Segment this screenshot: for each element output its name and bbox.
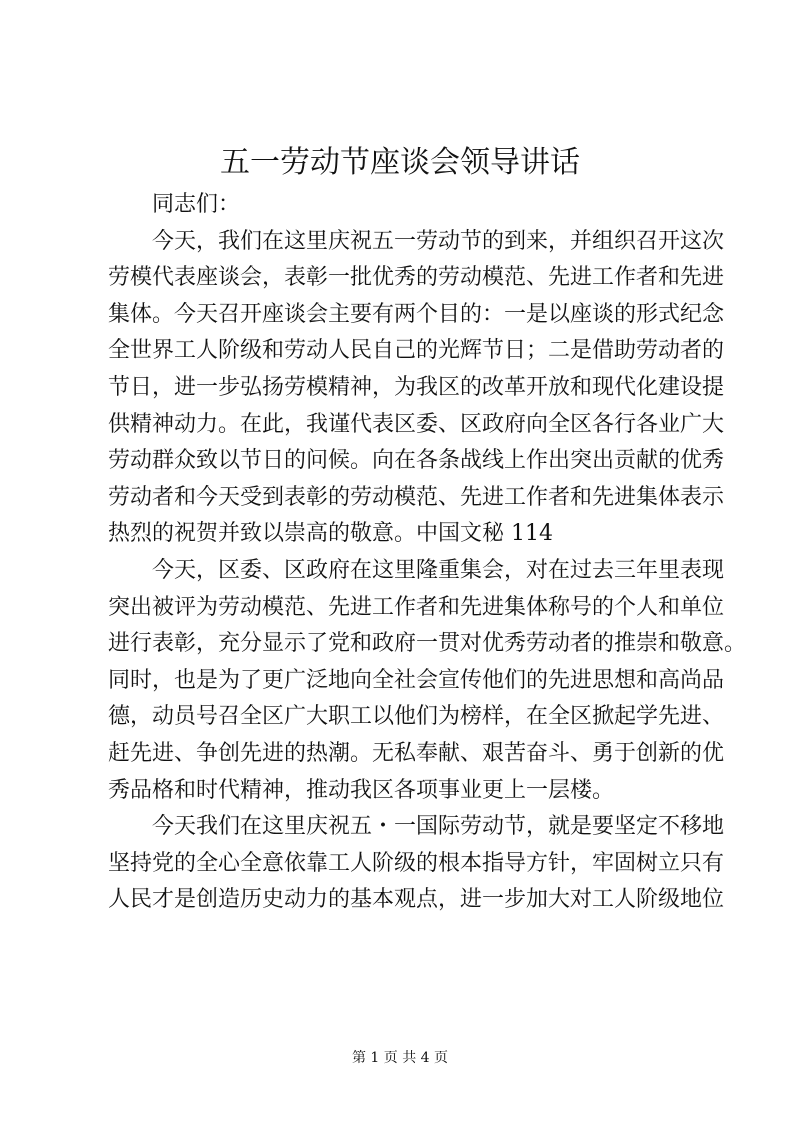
text-line: 今天，区委、区政府在这里隆重集会，对在过去三年里表现 (152, 557, 725, 583)
text-line: 劳模代表座谈会，表彰一批优秀的劳动模范、先进工作者和先进 (108, 265, 725, 291)
text-line: 集体。今天召开座谈会主要有两个目的：一是以座谈的形式纪念 (108, 301, 725, 327)
text-line: 今天我们在这里庆祝五・一国际劳动节，就是要坚定不移地 (152, 814, 725, 840)
text-line: 节日，进一步弘扬劳模精神，为我区的改革开放和现代化建设提 (108, 374, 725, 400)
text-line: 同时，也是为了更广泛地向全社会宣传他们的先进思想和高尚品 (108, 667, 725, 693)
text-line: 劳动群众致以节日的问候。向在各条战线上作出突出贡献的优秀 (108, 448, 725, 474)
text-line: 德，动员号召全区广大职工以他们为榜样，在全区掀起学先进、 (108, 704, 725, 730)
text-line: 全世界工人阶级和劳动人民自己的光辉节日；二是借助劳动者的 (108, 338, 725, 364)
text-line: 坚持党的全心全意依靠工人阶级的根本指导方针，牢固树立只有 (108, 850, 725, 876)
page-footer: 第 1 页 共 4 页 (351, 1050, 449, 1066)
document-body (108, 187, 747, 919)
text-line: 人民才是创造历史动力的基本观点，进一步加大对工人阶级地位 (108, 887, 725, 913)
text-line: 劳动者和今天受到表彰的劳动模范、先进工作者和先进集体表示 (108, 484, 725, 510)
text-line: 热烈的祝贺并致以崇高的敬意。中国文秘 114 (108, 521, 553, 547)
text-line: 秀品格和时代精神，推动我区各项事业更上一层楼。 (108, 777, 615, 803)
text-line: 赶先进、争创先进的热潮。无私奉献、艰苦奋斗、勇于创新的优 (108, 740, 725, 766)
document-title: 五一劳动节座谈会领导讲话 (220, 145, 580, 180)
text-line: 进行表彰，充分显示了党和政府一贯对优秀劳动者的推崇和敬意。 (108, 631, 747, 657)
text-line: 突出被评为劳动模范、先进工作者和先进集体称号的个人和单位 (108, 594, 725, 620)
text-line: 今天，我们在这里庆祝五一劳动节的到来，并组织召开这次 (152, 228, 725, 254)
salutation-line: 同志们： (152, 192, 241, 217)
text-line: 供精神动力。在此，我谨代表区委、区政府向全区各行各业广大 (108, 411, 725, 437)
